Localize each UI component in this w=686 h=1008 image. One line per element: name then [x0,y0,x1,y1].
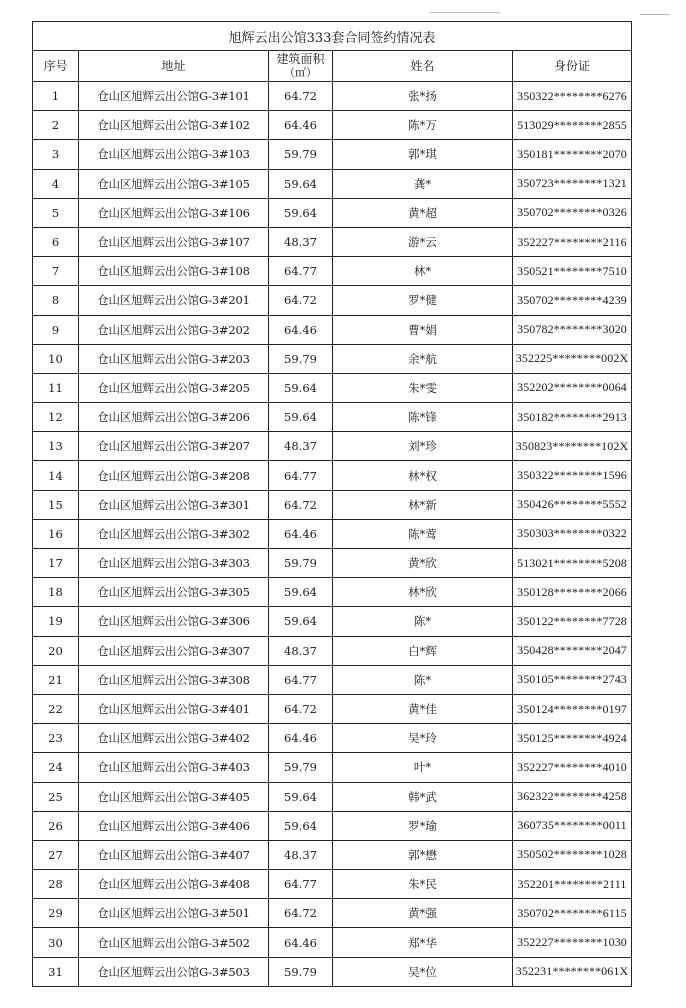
cell-area: 59.64 [269,578,333,607]
header-area-label: 建筑面积 [276,52,325,66]
cell-area: 59.79 [269,753,333,782]
table-row [33,578,632,607]
cell-id-card: 350521********7510 [513,257,632,286]
cell-id-card: 350702********4239 [513,286,632,315]
table-row [33,753,632,782]
cell-address: 仓山区旭辉云出公馆G-3#108 [79,257,269,286]
table-row [33,315,632,344]
cell-name: 林*权 [333,461,513,490]
table-row [33,227,632,256]
table-row [33,432,632,461]
cell-index: 22 [33,694,79,723]
cell-index: 4 [33,169,79,198]
cell-index: 20 [33,636,79,665]
cell-address: 仓山区旭辉云出公馆G-3#405 [79,782,269,811]
cell-address: 仓山区旭辉云出公馆G-3#208 [79,461,269,490]
cell-address: 仓山区旭辉云出公馆G-3#401 [79,694,269,723]
cell-area: 59.64 [269,782,333,811]
cell-address: 仓山区旭辉云出公馆G-3#207 [79,432,269,461]
header-area [269,51,333,82]
cell-name: 吴*位 [333,957,513,986]
cell-name: 陈*锋 [333,403,513,432]
cell-index: 16 [33,519,79,548]
cell-index: 8 [33,286,79,315]
cell-name: 林* [333,257,513,286]
table-row [33,344,632,373]
cell-address: 仓山区旭辉云出公馆G-3#202 [79,315,269,344]
cell-name: 游*云 [333,227,513,256]
table-row [33,636,632,665]
scan-noise [430,12,500,13]
cell-id-card: 350181********2070 [513,140,632,169]
table-body [33,82,632,987]
cell-index: 9 [33,315,79,344]
table-row [33,461,632,490]
cell-area: 59.64 [269,607,333,636]
cell-name: 罗*健 [333,286,513,315]
cell-index: 10 [33,344,79,373]
cell-area: 59.64 [269,811,333,840]
cell-id-card: 352231********061X [513,957,632,986]
cell-name: 龚* [333,169,513,198]
cell-id-card: 350125********4924 [513,724,632,753]
cell-name: 曹*娟 [333,315,513,344]
header-name: 姓名 [333,51,513,82]
cell-address: 仓山区旭辉云出公馆G-3#205 [79,373,269,402]
cell-id-card: 350723********1321 [513,169,632,198]
cell-name: 余*航 [333,344,513,373]
cell-area: 64.77 [269,665,333,694]
cell-name: 郭*琪 [333,140,513,169]
table-row [33,957,632,986]
cell-address: 仓山区旭辉云出公馆G-3#407 [79,840,269,869]
cell-area: 48.37 [269,840,333,869]
cell-id-card: 350124********0197 [513,694,632,723]
cell-address: 仓山区旭辉云出公馆G-3#402 [79,724,269,753]
cell-id-card: 360735********0011 [513,811,632,840]
cell-name: 叶* [333,753,513,782]
cell-address: 仓山区旭辉云出公馆G-3#408 [79,870,269,899]
cell-area: 64.77 [269,461,333,490]
cell-name: 罗*瑜 [333,811,513,840]
cell-name: 黄*强 [333,899,513,928]
table-title: 旭辉云出公馆333套合同签约情况表 [33,22,632,51]
cell-index: 26 [33,811,79,840]
cell-address: 仓山区旭辉云出公馆G-3#201 [79,286,269,315]
cell-name: 林*新 [333,490,513,519]
table-row [33,169,632,198]
header-area-unit: （㎡） [284,66,317,79]
cell-index: 3 [33,140,79,169]
cell-index: 29 [33,899,79,928]
cell-name: 黄*欣 [333,549,513,578]
cell-id-card: 352227********2116 [513,227,632,256]
cell-name: 张*扬 [333,82,513,111]
cell-address: 仓山区旭辉云出公馆G-3#102 [79,111,269,140]
cell-id-card: 513029********2855 [513,111,632,140]
cell-index: 1 [33,82,79,111]
cell-name: 吴*玲 [333,724,513,753]
cell-id-card: 350702********6115 [513,899,632,928]
table-row [33,782,632,811]
cell-index: 31 [33,957,79,986]
cell-index: 27 [33,840,79,869]
cell-name: 白*辉 [333,636,513,665]
cell-area: 64.46 [269,315,333,344]
table-row [33,373,632,402]
cell-id-card: 350303********0322 [513,519,632,548]
cell-address: 仓山区旭辉云出公馆G-3#303 [79,549,269,578]
cell-address: 仓山区旭辉云出公馆G-3#103 [79,140,269,169]
cell-area: 64.77 [269,870,333,899]
cell-index: 6 [33,227,79,256]
cell-address: 仓山区旭辉云出公馆G-3#203 [79,344,269,373]
cell-id-card: 352201********2111 [513,870,632,899]
table-row [33,928,632,957]
cell-id-card: 513021********5208 [513,549,632,578]
cell-id-card: 362322********4258 [513,782,632,811]
cell-index: 7 [33,257,79,286]
table-row [33,82,632,111]
header-address: 地址 [79,51,269,82]
table-row [33,899,632,928]
cell-area: 64.77 [269,257,333,286]
cell-area: 64.72 [269,899,333,928]
contract-table-sheet [32,21,631,987]
cell-name: 朱*雯 [333,373,513,402]
cell-area: 59.79 [269,549,333,578]
cell-index: 24 [33,753,79,782]
cell-address: 仓山区旭辉云出公馆G-3#406 [79,811,269,840]
cell-area: 64.72 [269,490,333,519]
table-row [33,607,632,636]
cell-index: 28 [33,870,79,899]
cell-area: 48.37 [269,636,333,665]
cell-name: 陈* [333,607,513,636]
cell-name: 陈*万 [333,111,513,140]
cell-id-card: 350702********0326 [513,198,632,227]
cell-name: 陈* [333,665,513,694]
cell-address: 仓山区旭辉云出公馆G-3#107 [79,227,269,256]
cell-area: 64.72 [269,286,333,315]
cell-id-card: 350502********1028 [513,840,632,869]
cell-area: 59.79 [269,344,333,373]
table-row [33,198,632,227]
cell-id-card: 350428********2047 [513,636,632,665]
cell-address: 仓山区旭辉云出公馆G-3#501 [79,899,269,928]
cell-area: 59.79 [269,957,333,986]
cell-name: 刘*珍 [333,432,513,461]
cell-address: 仓山区旭辉云出公馆G-3#308 [79,665,269,694]
table-row [33,519,632,548]
contract-signing-table [32,21,632,987]
table-row [33,403,632,432]
table-row [33,811,632,840]
scan-noise [640,14,670,15]
cell-id-card: 350105********2743 [513,665,632,694]
cell-address: 仓山区旭辉云出公馆G-3#502 [79,928,269,957]
cell-id-card: 350782********3020 [513,315,632,344]
cell-area: 59.79 [269,140,333,169]
header-index: 序号 [33,51,79,82]
cell-area: 48.37 [269,432,333,461]
table-row [33,286,632,315]
cell-area: 64.46 [269,724,333,753]
cell-index: 19 [33,607,79,636]
cell-id-card: 350426********5552 [513,490,632,519]
cell-area: 59.64 [269,373,333,402]
cell-address: 仓山区旭辉云出公馆G-3#106 [79,198,269,227]
cell-index: 12 [33,403,79,432]
cell-index: 2 [33,111,79,140]
cell-name: 郭*懋 [333,840,513,869]
cell-index: 21 [33,665,79,694]
cell-address: 仓山区旭辉云出公馆G-3#101 [79,82,269,111]
table-row [33,111,632,140]
cell-area: 59.64 [269,198,333,227]
cell-id-card: 352202********0064 [513,373,632,402]
cell-address: 仓山区旭辉云出公馆G-3#306 [79,607,269,636]
cell-address: 仓山区旭辉云出公馆G-3#105 [79,169,269,198]
cell-name: 陈*莺 [333,519,513,548]
cell-index: 23 [33,724,79,753]
cell-id-card: 350128********2066 [513,578,632,607]
cell-name: 韩*武 [333,782,513,811]
table-row [33,665,632,694]
cell-index: 13 [33,432,79,461]
cell-name: 郑*华 [333,928,513,957]
table-row [33,490,632,519]
header-id-card: 身份证 [513,51,632,82]
cell-index: 15 [33,490,79,519]
cell-address: 仓山区旭辉云出公馆G-3#206 [79,403,269,432]
table-row [33,724,632,753]
cell-area: 59.64 [269,169,333,198]
cell-address: 仓山区旭辉云出公馆G-3#301 [79,490,269,519]
cell-index: 11 [33,373,79,402]
table-row [33,549,632,578]
cell-id-card: 352225********002X [513,344,632,373]
cell-id-card: 352227********1030 [513,928,632,957]
cell-index: 5 [33,198,79,227]
table-row [33,870,632,899]
table-row [33,257,632,286]
cell-area: 64.72 [269,82,333,111]
cell-id-card: 350182********2913 [513,403,632,432]
cell-area: 59.64 [269,403,333,432]
cell-id-card: 350823********102X [513,432,632,461]
cell-index: 14 [33,461,79,490]
table-row [33,140,632,169]
cell-address: 仓山区旭辉云出公馆G-3#305 [79,578,269,607]
cell-index: 18 [33,578,79,607]
cell-address: 仓山区旭辉云出公馆G-3#307 [79,636,269,665]
cell-index: 30 [33,928,79,957]
cell-address: 仓山区旭辉云出公馆G-3#302 [79,519,269,548]
cell-area: 64.46 [269,519,333,548]
cell-id-card: 350122********7728 [513,607,632,636]
cell-area: 64.46 [269,111,333,140]
cell-address: 仓山区旭辉云出公馆G-3#403 [79,753,269,782]
cell-index: 17 [33,549,79,578]
cell-name: 朱*民 [333,870,513,899]
cell-index: 25 [33,782,79,811]
cell-area: 64.46 [269,928,333,957]
cell-id-card: 350322********1596 [513,461,632,490]
cell-id-card: 352227********4010 [513,753,632,782]
cell-address: 仓山区旭辉云出公馆G-3#503 [79,957,269,986]
cell-id-card: 350322********6276 [513,82,632,111]
cell-area: 64.72 [269,694,333,723]
cell-name: 黄*超 [333,198,513,227]
table-row [33,694,632,723]
cell-name: 林*欣 [333,578,513,607]
table-row [33,840,632,869]
cell-name: 黄*佳 [333,694,513,723]
cell-area: 48.37 [269,227,333,256]
